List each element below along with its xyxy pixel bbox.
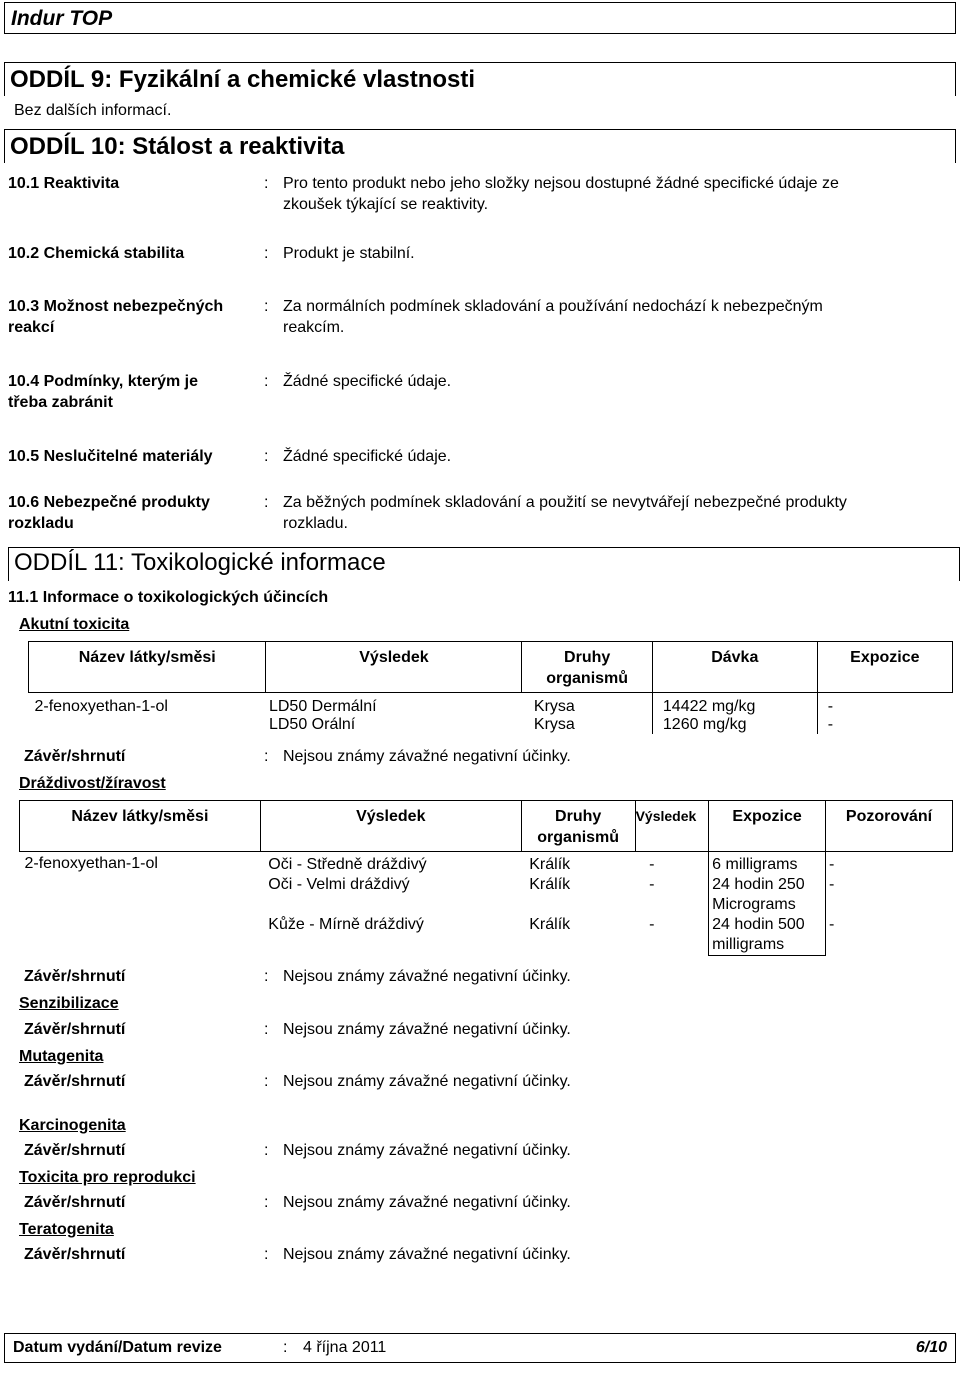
s10-row-label-2: 10.2 Chemická stabilita	[8, 245, 185, 262]
s10-row-label-3: 10.3 Možnost nebezpečných	[8, 298, 224, 315]
heading-acute-toxicity: Akutní toxicita	[19, 616, 130, 633]
reproductive-conclusion-text: Nejsou známy závažné negativní účinky.	[283, 1194, 571, 1211]
irritation-table	[19, 800, 953, 956]
sensitization-conclusion-text: Nejsou známy závažné negativní účinky.	[283, 1021, 571, 1038]
mutagenicity-conclusion-label: Závěr/shrnutí	[24, 1073, 126, 1090]
irr-result-1: Oči - Středně dráždivý	[268, 856, 427, 873]
product-title: Indur TOP	[11, 7, 113, 30]
s10-row-colon-4: :	[264, 373, 269, 390]
irr-exposure-2: 24 hodin 250 Micrograms	[712, 876, 805, 913]
irr-substance: 2-fenoxyethan-1-ol	[24, 855, 158, 872]
s10-row-colon-2: :	[264, 245, 269, 262]
acute-species-2: Krysa	[533, 716, 575, 733]
irr-obs-1: -	[829, 856, 835, 873]
irr-header-observation: Pozorování	[826, 801, 953, 852]
acute-header-species: Druhy organismů	[522, 642, 652, 693]
acute-result-1: LD50 Dermální	[268, 698, 377, 715]
acute-conclusion-text: Nejsou známy závažné negativní účinky.	[283, 748, 571, 765]
s10-row-colon-1: :	[264, 175, 269, 192]
irr-header-score: Výsledek	[635, 801, 709, 852]
section-9-title: ODDÍL 9: Fyzikální a chemické vlastnosti	[4, 62, 956, 96]
acute-header-substance: Název látky/směsi	[29, 642, 266, 693]
irritation-conclusion-label: Závěr/shrnutí	[24, 968, 126, 985]
sensitization-conclusion-label: Závěr/shrnutí	[24, 1021, 126, 1038]
s10-row-value-3: Za normálních podmínek skladování a používání nedochází k nebezpečným	[283, 298, 823, 315]
s10-row-value-1: Pro tento produkt nebo jeho složky nejsou dostupné žádné specifické údaje ze	[283, 175, 839, 192]
acute-conclusion-label: Závěr/shrnutí	[24, 748, 126, 765]
heading-irritation: Dráždivost/žíravost	[19, 775, 166, 792]
s10-row-colon-3: :	[264, 298, 269, 315]
heading-repro: Toxicita pro reprodukci	[19, 1169, 196, 1186]
reproductive-conclusion-label: Závěr/shrnutí	[24, 1194, 126, 1211]
irritation-conclusion-colon: :	[264, 968, 269, 985]
acute-dose-2: 1260 mg/kg	[662, 716, 747, 733]
carcinogenicity-conclusion-colon: :	[264, 1142, 269, 1159]
carcinogenicity-conclusion-text: Nejsou známy závažné negativní účinky.	[283, 1142, 571, 1159]
s10-row-colon-5: :	[264, 448, 269, 465]
heading-terato: Teratogenita	[19, 1221, 114, 1238]
teratogenicity-conclusion-label: Závěr/shrnutí	[24, 1246, 126, 1263]
acute-exposure-1: -	[827, 698, 834, 715]
heading-sens: Senzibilizace	[19, 995, 119, 1012]
s10-row-value2-6: rozkladu.	[283, 515, 348, 532]
acute-dose-1: 14422 mg/kg	[662, 698, 756, 715]
acute-header-dose: Dávka	[652, 642, 817, 693]
sensitization-conclusion-colon: :	[264, 1021, 269, 1038]
irr-header-substance: Název látky/směsi	[20, 801, 261, 852]
heading-muta: Mutagenita	[19, 1048, 104, 1065]
irr-result-3: Kůže - Mírně dráždivý	[268, 916, 424, 933]
irr-obs-3: -	[829, 916, 835, 933]
section-9-note: Bez dalších informací.	[14, 102, 172, 119]
s10-row-label-5: 10.5 Neslučitelné materiály	[8, 448, 213, 465]
teratogenicity-conclusion-colon: :	[264, 1246, 269, 1263]
acute-result-2: LD50 Orální	[268, 716, 356, 733]
s10-row-value2-3: reakcím.	[283, 319, 345, 336]
acute-header-result: Výsledek	[266, 642, 522, 693]
s10-row-label-6: 10.6 Nebezpečné produkty	[8, 494, 210, 511]
irr-species-3: Králík	[529, 916, 571, 933]
s10-row-label2-6: rozkladu	[8, 515, 74, 532]
carcinogenicity-conclusion-label: Závěr/shrnutí	[24, 1142, 126, 1159]
s10-row-label2-4: třeba zabránit	[8, 394, 113, 411]
s10-row-value2-1: zkoušek týkající se reaktivity.	[283, 196, 489, 213]
s10-row-label-4: 10.4 Podmínky, kterým je	[8, 373, 199, 390]
irr-exposure-3: 24 hodin 500 milligrams	[712, 916, 805, 953]
s10-row-value-5: Žádné specifické údaje.	[283, 448, 452, 465]
irr-header-result: Výsledek	[260, 801, 521, 852]
s10-row-value-4: Žádné specifické údaje.	[283, 373, 452, 390]
irr-header-species: Druhy organismů	[521, 801, 635, 852]
section-10-title: ODDÍL 10: Stálost a reaktivita	[4, 129, 956, 163]
irr-obs-2: -	[829, 876, 835, 893]
footer-page: 6/10	[915, 1339, 947, 1356]
acute-substance: 2-fenoxyethan-1-ol	[34, 698, 168, 715]
acute-species-1: Krysa	[533, 698, 575, 715]
irr-header-exposure: Expozice	[709, 801, 826, 852]
footer	[4, 1333, 956, 1363]
acute-exposure-2: -	[827, 716, 834, 733]
irr-score-2: -	[649, 876, 655, 893]
document-header	[4, 2, 956, 34]
s10-row-value-2: Produkt je stabilní.	[283, 245, 415, 262]
s10-row-label2-3: reakcí	[8, 319, 55, 336]
heading-carc: Karcinogenita	[19, 1117, 126, 1134]
footer-label: Datum vydání/Datum revize	[13, 1339, 222, 1356]
s10-row-label-1: 10.1 Reaktivita	[8, 175, 120, 192]
acute-conclusion-colon: :	[264, 748, 269, 765]
footer-date: 4 října 2011	[303, 1339, 387, 1356]
irritation-conclusion-text: Nejsou známy závažné negativní účinky.	[283, 968, 571, 985]
section-11-sub: 11.1 Informace o toxikologických účincích	[8, 589, 329, 606]
mutagenicity-conclusion-text: Nejsou známy závažné negativní účinky.	[283, 1073, 571, 1090]
teratogenicity-conclusion-text: Nejsou známy závažné negativní účinky.	[283, 1246, 571, 1263]
irr-species-2: Králík	[529, 876, 571, 893]
irr-exposure-1: 6 milligrams	[712, 856, 798, 873]
section-11-title: ODDÍL 11: Toxikologické informace	[8, 547, 960, 581]
footer-colon: :	[283, 1339, 288, 1356]
s10-row-colon-6: :	[264, 494, 269, 511]
irr-score-1: -	[649, 856, 655, 873]
acute-header-exposure: Expozice	[817, 642, 952, 693]
irr-score-3: -	[649, 916, 655, 933]
irr-result-2: Oči - Velmi dráždivý	[268, 876, 410, 893]
acute-toxicity-table	[28, 641, 953, 734]
irr-species-1: Králík	[529, 856, 571, 873]
reproductive-conclusion-colon: :	[264, 1194, 269, 1211]
mutagenicity-conclusion-colon: :	[264, 1073, 269, 1090]
s10-row-value-6: Za běžných podmínek skladování a použití se nevytvářejí nebezpečné produkty	[283, 494, 847, 511]
